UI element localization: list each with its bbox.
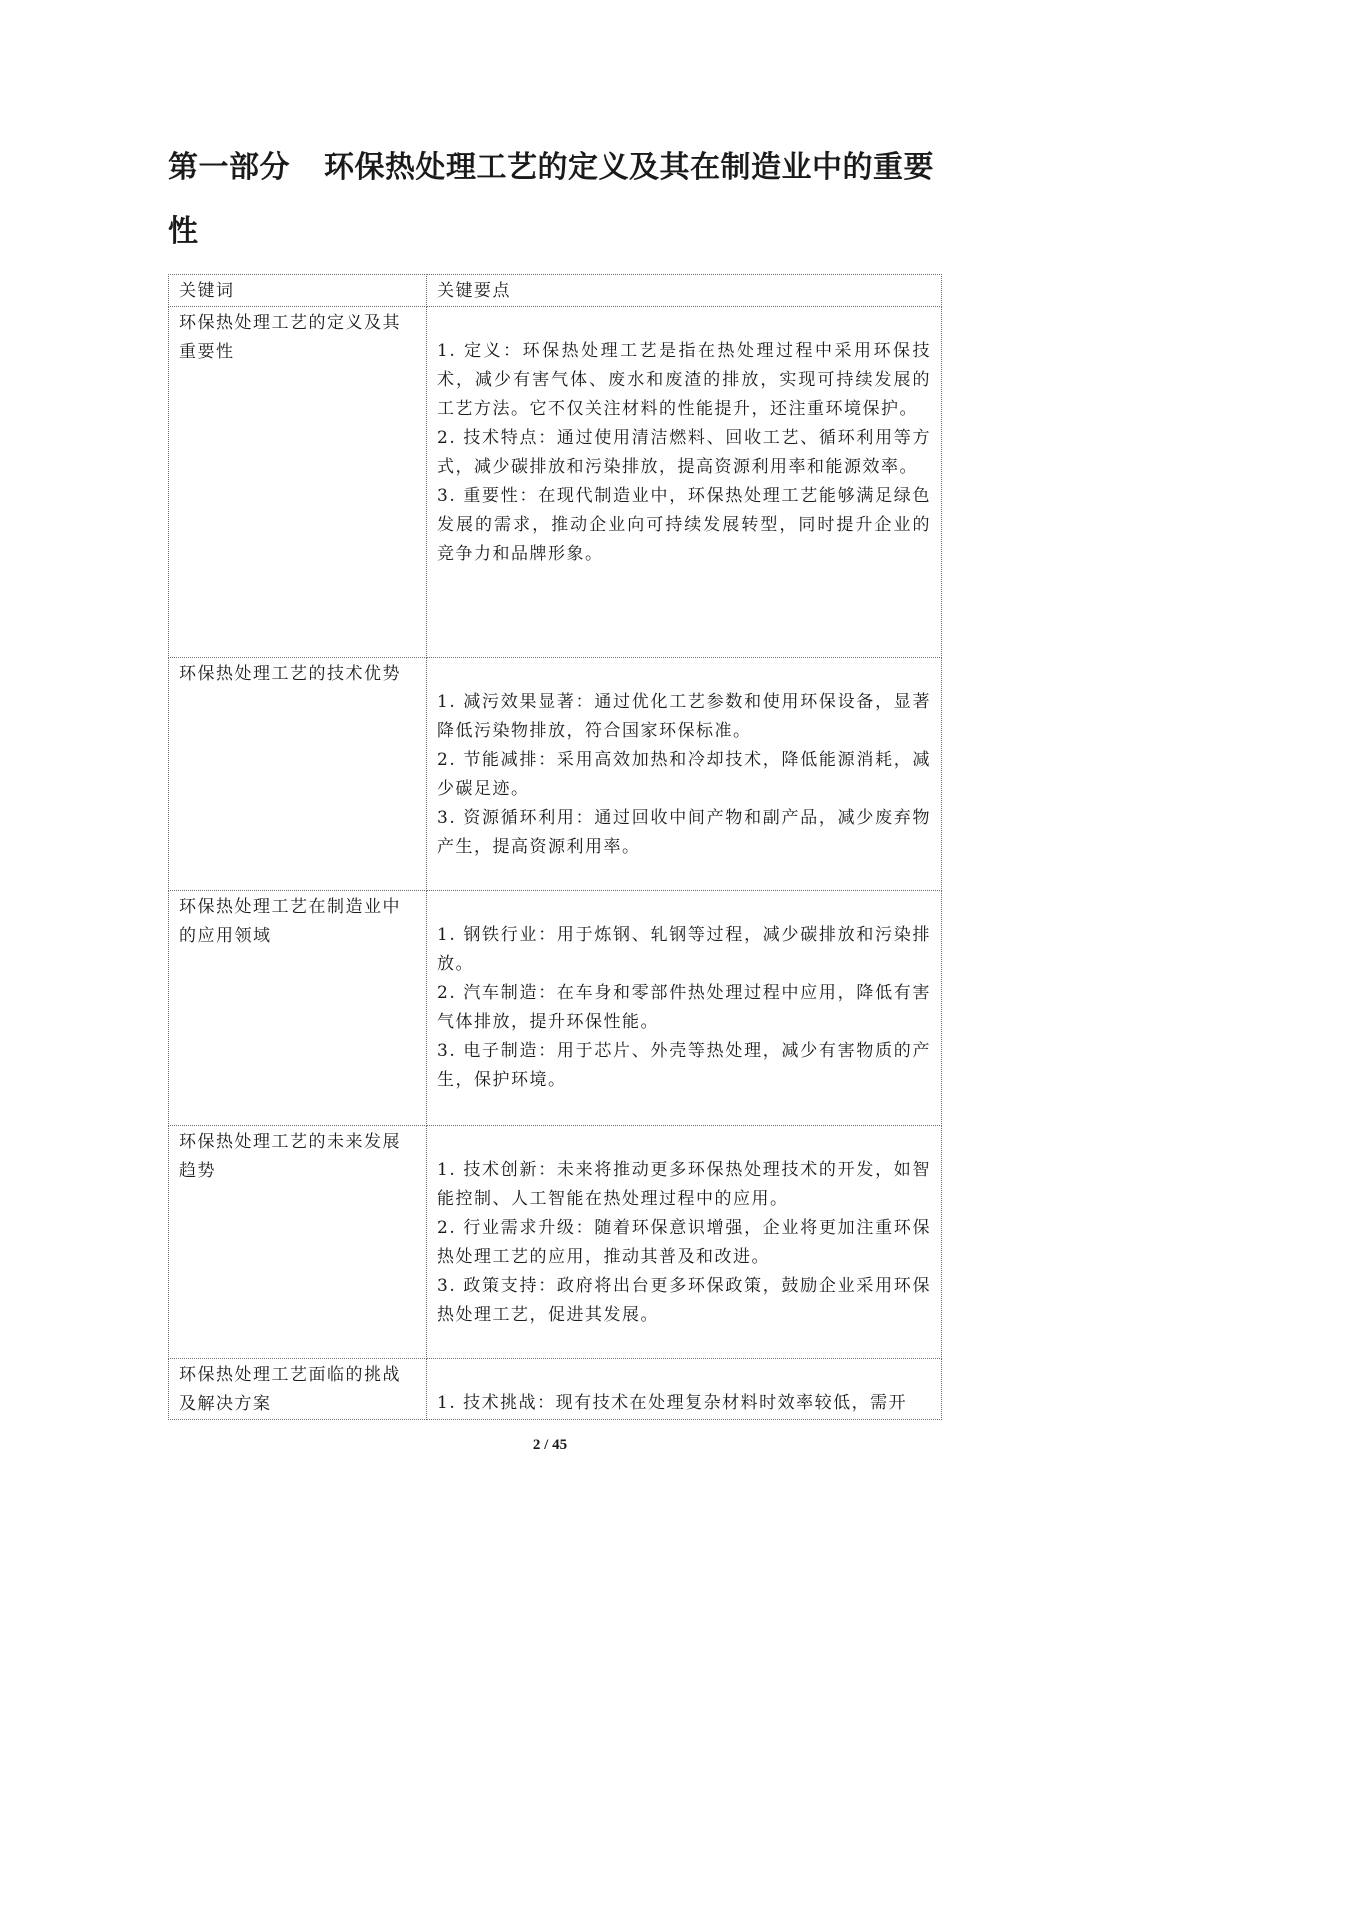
keywords-table <box>168 274 942 1420</box>
list-item: 1. 减污效果显著：通过优化工艺参数和使用环保设备，显著降低污染物排放，符合国家环保标准。 <box>437 692 931 741</box>
point-list <box>437 1128 931 1330</box>
table-row <box>169 658 942 891</box>
row-keyword: 环保热处理工艺在制造业中的应用领域 <box>169 891 427 1126</box>
page-title <box>168 136 948 264</box>
table-row <box>169 1126 942 1359</box>
point-list <box>437 893 931 1095</box>
point-list <box>437 660 931 862</box>
table-header-row <box>169 275 942 307</box>
list-item: 3. 资源循环利用：通过回收中间产物和副产品，减少废弃物产生，提高资源利用率。 <box>437 808 931 857</box>
list-item: 3. 电子制造：用于芯片、外壳等热处理，减少有害物质的产生，保护环境。 <box>437 1041 931 1090</box>
list-item: 3. 政策支持：政府将出台更多环保政策，鼓励企业采用环保热处理工艺，促进其发展。 <box>437 1276 931 1325</box>
list-item: 1. 定义：环保热处理工艺是指在热处理过程中采用环保技术，减少有害气体、废水和废渣的排放，实现可持续发展的工艺方法。它不仅关注材料的性能提升，还注重环境保护。 <box>437 341 931 419</box>
row-keyword: 环保热处理工艺的技术优势 <box>169 658 427 891</box>
header-keyword: 关键词 <box>169 275 427 307</box>
list-item: 1. 技术挑战：现有技术在处理复杂材料时效率较低，需开 <box>437 1393 908 1413</box>
table-row <box>169 1359 942 1420</box>
list-item: 1. 技术创新：未来将推动更多环保热处理技术的开发，如智能控制、人工智能在热处理过程中的应用。 <box>437 1160 931 1209</box>
table-row <box>169 891 942 1126</box>
point-list <box>437 309 931 569</box>
table-row <box>169 307 942 658</box>
section-part-label: 第一部分 <box>168 150 290 185</box>
list-item: 2. 技术特点：通过使用清洁燃料、回收工艺、循环利用等方式，减少碳排放和污染排放，提高资源利用率和能源效率。 <box>437 428 931 477</box>
list-item: 2. 汽车制造：在车身和零部件热处理过程中应用，降低有害气体排放，提升环保性能。 <box>437 983 931 1032</box>
row-points <box>427 658 942 891</box>
header-key-points: 关键要点 <box>427 275 942 307</box>
list-item: 2. 行业需求升级：随着环保意识增强，企业将更加注重环保热处理工艺的应用，推动其普及和改进。 <box>437 1218 931 1267</box>
section-title-text: 环保热处理工艺的定义及其在制造业中的重要性 <box>168 150 934 249</box>
page-number: 2 / 45 <box>532 1437 568 1453</box>
list-item: 2. 节能减排：采用高效加热和冷却技术，降低能源消耗，减少碳足迹。 <box>437 750 931 799</box>
row-keyword: 环保热处理工艺面临的挑战及解决方案 <box>169 1359 427 1420</box>
row-points <box>427 307 942 658</box>
row-keyword: 环保热处理工艺的未来发展趋势 <box>169 1126 427 1359</box>
point-list <box>437 1361 931 1418</box>
row-points <box>427 891 942 1126</box>
list-item: 3. 重要性：在现代制造业中，环保热处理工艺能够满足绿色发展的需求，推动企业向可持续发展转型，同时提升企业的竞争力和品牌形象。 <box>437 486 931 564</box>
list-item: 1. 钢铁行业：用于炼钢、轧钢等过程，减少碳排放和污染排放。 <box>437 925 931 974</box>
row-points <box>427 1126 942 1359</box>
row-points <box>427 1359 942 1420</box>
row-keyword: 环保热处理工艺的定义及其重要性 <box>169 307 427 658</box>
